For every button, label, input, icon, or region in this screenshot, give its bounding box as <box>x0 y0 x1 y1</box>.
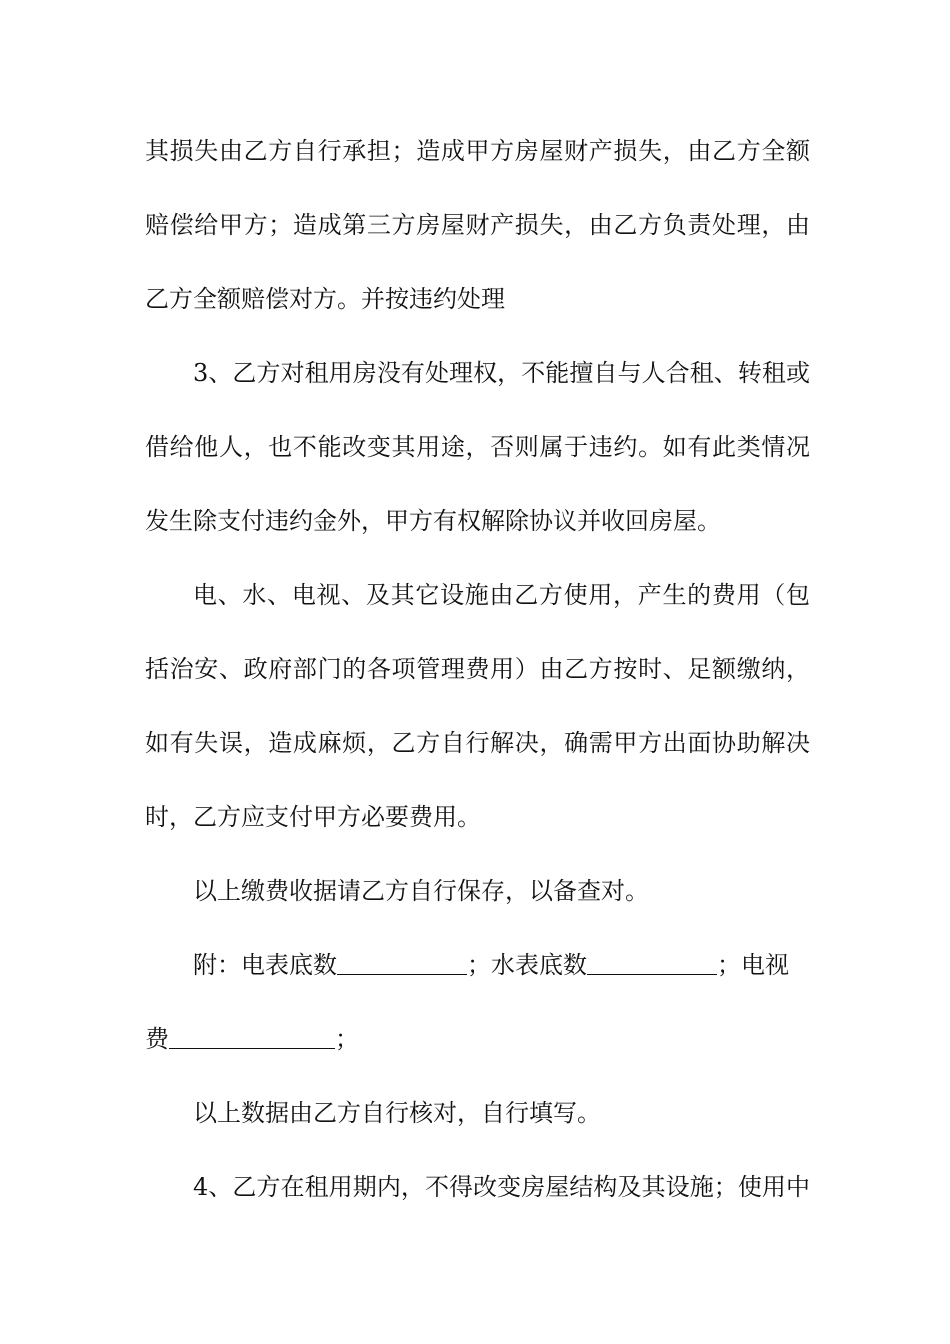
clause-4-line: 4、乙方在租用期内，不得改变房屋结构及其设施；使用中 <box>193 1173 810 1201</box>
tv-fee-line <box>145 1002 810 1076</box>
receipt-note-line: 以上缴费收据请乙方自行保存，以备查对。 <box>193 877 649 905</box>
electric-meter-label: 附：电表底数 <box>193 951 337 979</box>
paragraph-line: 赔偿给甲方；造成第三方房屋财产损失，由乙方负责处理，由 <box>145 211 810 239</box>
meter-readings-line <box>145 928 810 1002</box>
self-check-line: 以上数据由乙方自行核对，自行填写。 <box>193 1099 601 1127</box>
electric-meter-blank[interactable] <box>337 956 467 975</box>
clause-3-line: 3、乙方对租用房没有处理权，不能擅自与人合租、转租或 <box>193 359 810 387</box>
paragraph-line: 其损失由乙方自行承担；造成甲方房屋财产损失，由乙方全额 <box>145 137 810 165</box>
tv-fee-label-cont: 费 <box>145 1025 169 1053</box>
water-meter-blank[interactable] <box>587 956 717 975</box>
contract-body <box>145 114 810 1224</box>
paragraph-line: 借给他人，也不能改变其用途，否则属于违约。如有此类情况 <box>145 433 810 461</box>
tv-fee-label: ；电视 <box>717 951 789 979</box>
paragraph-line: 括治安、政府部门的各项管理费用）由乙方按时、足额缴纳， <box>145 655 810 683</box>
tv-fee-suffix: ； <box>335 1025 359 1053</box>
paragraph-line: 时，乙方应支付甲方必要费用。 <box>145 803 481 831</box>
tv-fee-blank[interactable] <box>169 1030 335 1049</box>
utilities-line: 电、水、电视、及其它设施由乙方使用，产生的费用（包 <box>193 581 810 609</box>
paragraph-line: 乙方全额赔偿对方。并按违约处理 <box>145 285 505 313</box>
paragraph-line: 发生除支付违约金外，甲方有权解除协议并收回房屋。 <box>145 507 721 535</box>
water-meter-label: ；水表底数 <box>467 951 587 979</box>
paragraph-line: 如有失误，造成麻烦，乙方自行解决，确需甲方出面协助解决 <box>145 729 810 757</box>
